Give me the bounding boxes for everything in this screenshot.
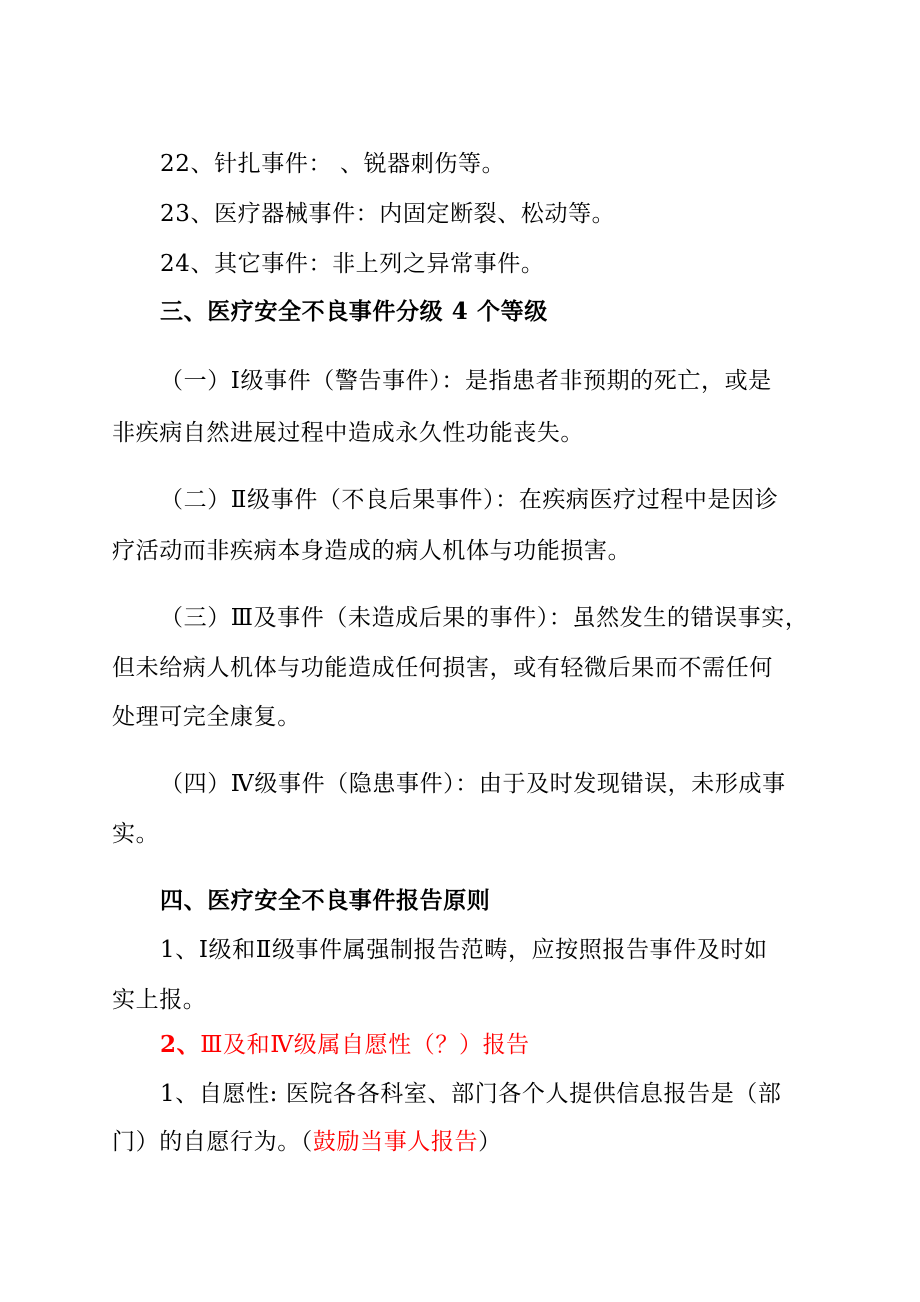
section-4-heading: 四、医疗安全不良事件报告原则 bbox=[160, 887, 491, 914]
level-3-line-3: 处理可完全康复。 bbox=[112, 704, 301, 730]
principle-1-line-1: 1、Ⅰ级和Ⅱ级事件属强制报告范畴，应按照报告事件及时如 bbox=[160, 937, 768, 963]
voluntary-line-2-end: ） bbox=[478, 1129, 502, 1155]
level-2-line-2: 疗活动而非疾病本身造成的病人机体与功能损害。 bbox=[112, 538, 632, 564]
voluntary-line-2-highlight: 鼓励当事人报告 bbox=[312, 1129, 479, 1155]
level-4-line-1: （四）Ⅳ级事件（隐患事件）：由于及时发现错误，未形成事 bbox=[160, 771, 786, 797]
list-item-23: 23、医疗器械事件：内固定断裂、松动等。 bbox=[160, 201, 616, 227]
voluntary-line-2-start: 门）的自愿行为。（ bbox=[112, 1129, 313, 1155]
list-item-22: 22、针扎事件： 、锐器刺伤等。 bbox=[160, 151, 506, 177]
level-1-line-2: 非疾病自然进展过程中造成永久性功能丧失。 bbox=[112, 420, 584, 446]
voluntary-line-2 bbox=[112, 1127, 502, 1157]
principle-2-text: Ⅲ及和Ⅳ级属自愿性（？）报告 bbox=[200, 1032, 530, 1058]
voluntary-line-1: 1、自愿性: 医院各各科室、部门各个人提供信息报告是（部 bbox=[160, 1081, 782, 1107]
principle-2-number: 2、 bbox=[160, 1031, 201, 1058]
level-3-line-2: 但未给病人机体与功能造成任何损害，或有轻微后果而不需任何 bbox=[112, 655, 773, 681]
level-4-line-2: 实。 bbox=[112, 821, 160, 847]
level-1-line-1: （一）Ⅰ级事件（警告事件）：是指患者非预期的死亡，或是 bbox=[160, 368, 772, 394]
principle-2-line bbox=[160, 1030, 530, 1060]
level-3-line-1: （三）Ⅲ及事件（未造成后果的事件）：虽然发生的错误事实， bbox=[160, 605, 809, 631]
list-item-24: 24、其它事件：非上列之异常事件。 bbox=[160, 251, 545, 277]
level-2-line-1: （二）Ⅱ级事件（不良后果事件）：在疾病医疗过程中是因诊 bbox=[160, 487, 779, 513]
section-3-heading: 三、医疗安全不良事件分级 4 个等级 bbox=[160, 298, 548, 325]
principle-1-line-2: 实上报。 bbox=[112, 987, 207, 1013]
